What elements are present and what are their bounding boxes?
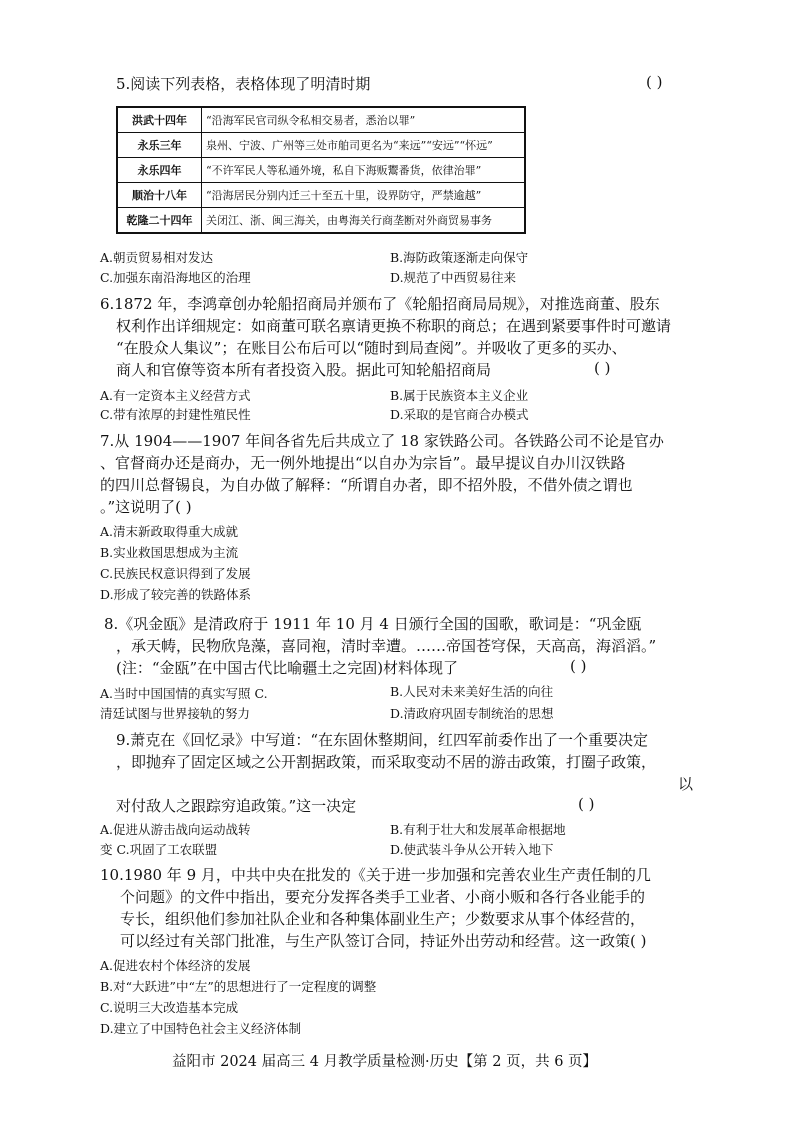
q7-line: 。”这说明了( )	[100, 498, 192, 516]
q6-line: 商人和官僚等资本所有者投资入股。据此可知轮船招商局	[116, 361, 492, 379]
q6-answer-paren: ( )	[594, 359, 611, 377]
q10-line: 可以经过有关部门批准，与生产队签订合同，持证外出劳动和经营。这一政策( )	[120, 932, 647, 950]
q5-option-c: C.加强东南沿海地区的治理	[100, 270, 251, 285]
q9-option-c: 变 C.巩固了工农联盟	[100, 842, 218, 857]
q9-line: 9.萧克在《回忆录》中写道：“在东固休整期间，红四军前委作出了一个重要决定	[116, 731, 648, 749]
q10-option-d: D.建立了中国特色社会主义经济体制	[100, 1021, 302, 1036]
q5-stem: 5.阅读下列表格，表格体现了明清时期	[116, 75, 371, 93]
q6-option-c: C.带有浓厚的封建性殖民性	[100, 407, 251, 422]
q6-line: 权利作出详细规定：如商董可联名禀请更换不称职的商总；在遇到紧要事件时可邀请	[116, 317, 672, 335]
q10-line: 个问题》的文件中指出，要充分发挥各类手工业者、小商小贩和各行各业能手的	[120, 888, 646, 906]
table-text: “沿海军民官司纵令私相交易者，悉治以罪”	[202, 107, 526, 133]
q9-line: 对付敌人之跟踪穷追政策。”这一决定	[116, 797, 357, 815]
q6-line: “在股众人集议”；在账目公布后可以“随时到局查阅”。并吸收了更多的买办、	[116, 339, 627, 357]
q10-line: 10.1980 年 9 月，中共中央在批发的《关于进一步加强和完善农业生产责任制的几	[100, 866, 651, 884]
q9-option-b: B.有利于壮大和发展革命根据地	[390, 822, 566, 837]
table-row	[117, 208, 525, 234]
table-row	[117, 107, 525, 133]
q5-option-b: B.海防政策逐渐走向保守	[390, 250, 529, 265]
q8-line: ，承天帱，民物欣凫藻，喜同袍，清时幸遭。……帝国苍穹保，天高高，海滔滔。”	[116, 637, 657, 655]
q10-option-a: A.促进农村个体经济的发展	[100, 958, 251, 973]
q7-line: 、官督商办还是商办，无一例外地提出“以自办为宗旨”。最早提议自办川汉铁路	[100, 454, 626, 472]
q8-option-d: D.清政府巩固专制统治的思想	[390, 706, 554, 721]
table-text: “沿海居民分别内迁三十至五十里，设界防守，严禁逾越”	[202, 183, 526, 208]
q7-option-b: B.实业救国思想成为主流	[100, 545, 239, 560]
q7-option-a: A.清末新政取得重大成就	[100, 524, 239, 539]
table-year: 乾隆二十四年	[117, 208, 202, 234]
q9-line: ，即抛弃了固定区域之公开割据政策，而采取变动不居的游击政策，打圈子政策，	[116, 753, 657, 771]
q10-option-b: B.对“大跃进”中“左”的思想进行了一定程度的调整	[100, 979, 377, 994]
q5-option-d: D.规范了中西贸易往来	[390, 270, 517, 285]
q9-line: 以	[678, 775, 694, 793]
q9-answer-paren: ( )	[578, 795, 595, 813]
q5-table	[116, 106, 526, 234]
q9-option-a: A.促进从游击战向运动战转	[100, 822, 251, 837]
table-text: “不许军民人等私通外境，私自下海贩鬻番货，依律治罪”	[202, 158, 526, 183]
q6-option-b: B.属于民族资本主义企业	[390, 388, 529, 403]
table-text: 关闭江、浙、闽三海关，由粤海关行商垄断对外商贸易事务	[202, 208, 526, 234]
q6-option-a: A.有一定资本主义经营方式	[100, 388, 251, 403]
q7-line: 7.从 1904——1907 年间各省先后共成立了 18 家铁路公司。各铁路公司不论是官办	[100, 432, 664, 450]
q6-option-d: D.采取的是官商合办模式	[390, 407, 529, 422]
table-row	[117, 158, 525, 183]
q8-option-b: B.人民对未来美好生活的向往	[390, 684, 554, 699]
table-text: 泉州、宁波、广州等三处市舶司更名为“来远”“安远”“怀远”	[202, 133, 526, 158]
table-year: 顺治十八年	[117, 183, 202, 208]
table-year: 永乐三年	[117, 133, 202, 158]
q7-line: 的四川总督锡良，为自办做了解释：“所谓自办者，即不招外股，不借外债之谓也	[100, 476, 633, 494]
q8-answer-paren: ( )	[570, 657, 587, 675]
q8-option-c: 清廷试图与世界接轨的努力	[100, 706, 251, 721]
q7-option-c: C.民族民权意识得到了发展	[100, 566, 251, 581]
table-year: 洪武十四年	[117, 107, 202, 133]
q6-line: 6.1872 年，李鸿章创办轮船招商局并颁布了《轮船招商局局规》，对推选商董、股东	[100, 295, 660, 313]
page-footer: 益阳市 2024 届高三 4 月教学质量检测·历史【第 2 页，共 6 页】	[172, 1054, 598, 1070]
q8-option-a: A.当时中国国情的真实写照 C.	[100, 686, 268, 701]
q8-line: (注：“金瓯”在中国古代比喻疆土之完固)材料体现了	[116, 659, 459, 677]
table-row	[117, 183, 525, 208]
q7-option-d: D.形成了较完善的铁路体系	[100, 587, 252, 602]
q5-answer-paren: ( )	[646, 73, 663, 91]
q5-option-a: A.朝贡贸易相对发达	[100, 250, 214, 265]
table-row	[117, 133, 525, 158]
q10-line: 专长，组织他们参加社队企业和各种集体副业生产；少数要求从事个体经营的，	[120, 910, 646, 928]
q10-option-c: C.说明三大改造基本完成	[100, 1000, 239, 1015]
table-year: 永乐四年	[117, 158, 202, 183]
q8-line: 8.《巩金瓯》是清政府于 1911 年 10 月 4 日颁行全国的国歌，歌词是：“巩金瓯	[104, 615, 642, 633]
q9-option-d: D.使武装斗争从公开转入地下	[390, 842, 554, 857]
